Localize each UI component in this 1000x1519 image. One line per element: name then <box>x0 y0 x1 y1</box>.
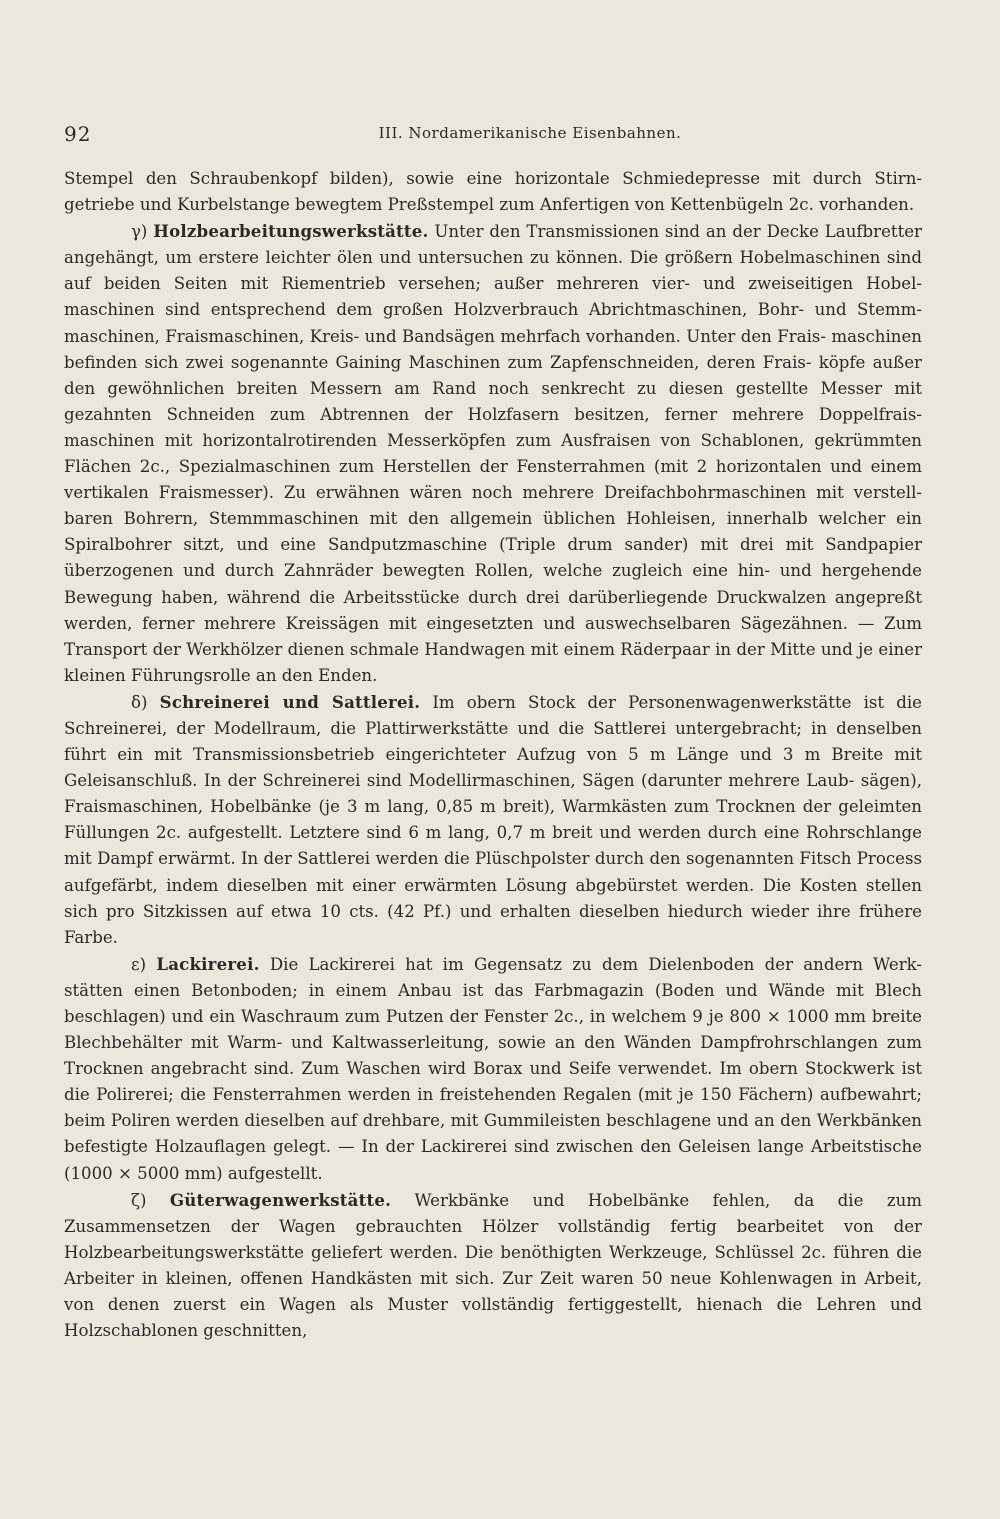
section-marker: γ) <box>131 222 148 242</box>
paragraph-text: Die Lackirerei hat im Gegensatz zu dem Dielenboden der andern Werk- stätten einen Betonboden; in einem Anbau ist das Farbmagazin (Boden und Wände mit Blech beschlagen) und ein Waschraum zum Putzen der Fenster 2c., in welchem 9 je 800 × 1000 mm breite Blechbehälter mit Warm- und Kaltwasserleitung, sowie an den Wänden Dampfrohrschlangen zum Trocknen angebracht sind. Zum Waschen wird Borax und Seife verwendet. Im obern Stockwerk ist die Polirerei; die Fensterrahmen werden in freistehenden Regalen (mit je 150 Fächern) aufbewahrt; beim Poliren werden dieselben auf drehbare, mit Gummileisten beschlagene und an den Werkbänken befestigte Holzauflagen gelegt. — In der Lackirerei sind zwischen den Geleisen lange Arbeitstische (1000 × 5000 mm) aufgestellt. <box>64 954 922 1183</box>
paragraph-text: Stempel den Schraubenkopf bilden), sowie eine horizontale Schmiedepresse mit durch Stirn- getriebe und Kurbelstange bewegtem Preßstempel zum Anfertigen von Kettenbügeln 2c. vorhanden. <box>64 169 922 215</box>
paragraph-text: Im obern Stock der Personenwagenwerkstätte ist die Schreinerei, der Modellraum, die Plattirwerkstätte und die Sattlerei untergebracht; in denselben führt ein mit Transmissionsbetrieb eingerichteter Aufzug von 5 m Länge und 3 m Breite mit Geleisanschluß. In der Schreinerei sind Modellirmaschinen, Sägen (darunter mehrere Laub- sägen), Fraismaschinen, Hobelbänke (je 3 m lang, 0,85 m breit), Warmkästen zum Trocknen der geleimten Füllungen 2c. aufgestellt. Letztere sind 6 m lang, 0,7 m breit und werden durch eine Rohrschlange mit Dampf erwärmt. In der Sattlerei werden die Plüschpolster durch den sogenannten Fitsch Process aufgefärbt, indem dieselben mit einer erwärmten Lösung abgebürstet werden. Die Kosten stellen sich pro Sitzkissen auf etwa 10 cts. (42 Pf.) und erhalten dieselben hiedurch wieder ihre frühere Farbe. <box>64 692 922 947</box>
paragraph-text: Werkbänke und Hobelbänke fehlen, da die zum Zusammensetzen der Wagen gebrauchten Hölzer vollständig fertig bearbeitet von der Holzbearbeitungswerkstätte geliefert werden. Die benöthigten Werkzeuge, Schlüssel 2c. führen die Arbeiter in kleinen, offenen Handkästen mit sich. Zur Zeit waren 50 neue Kohlenwagen in Arbeit, von denen zuerst ein Wagen als Muster vollständig fertiggestellt, hienach die Lehren und Holzschablonen geschnitten, <box>64 1190 923 1341</box>
page-number: 92 <box>64 122 92 146</box>
running-head: III. Nordamerikanische Eisenbahnen. <box>378 124 682 142</box>
section-heading: Holzbearbeitungswerkstätte. <box>153 221 429 242</box>
page-header <box>64 122 936 152</box>
body-text <box>64 166 922 1344</box>
section-zeta <box>64 1187 922 1345</box>
section-epsilon <box>64 951 922 1187</box>
section-heading: Lackirerei. <box>156 953 260 974</box>
section-heading: Schreinerei und Sattlerei. <box>159 691 421 712</box>
section-heading: Güterwagenwerkstätte. <box>169 1189 392 1210</box>
paragraph-text: Unter den Transmissionen sind an der Decke Laufbretter angehängt, um erstere leichter ölen und untersuchen zu können. Die größern Hobelmaschinen sind auf beiden Seiten mit Riementrieb versehen; außer mehreren vier- und zweiseitigen Hobel- maschinen sind entsprechend dem großen Holzverbrauch Abrichtmaschinen, Bohr- und Stemm- maschinen, Fraismaschinen, Kreis- und Bandsägen mehrfach vorhanden. Unter den Frais- maschinen befinden sich zwei sogenannte Gaining Maschinen zum Zapfenschneiden, deren Frais- köpfe außer den gewöhnlichen breiten Messern am Rand noch senkrecht zu diesen gestellte Messer mit gezahnten Schneiden zum Abtrennen der Holzfasern besitzen, ferner mehrere Doppelfrais- maschinen mit horizontalrotirenden Messerköpfen zum Ausfraisen von Schablonen, gekrümmten Flächen 2c., Spezialmaschinen zum Herstellen der Fensterrahmen (mit 2 horizontalen und einem vertikalen Fraismesser). Zu erwähnen wären noch mehrere Dreifachbohrmaschinen mit verstell- baren Bohrern, Stemmmaschinen mit den allgemein üblichen Hohleisen, innerhalb welcher ein Spiralbohrer sitzt, und eine Sandputzmaschine (Triple drum sander) mit drei mit Sandpapier überzogenen und durch Zahnräder bewegten Rollen, welche zugleich eine hin- und hergehende Bewegung haben, während die Arbeitsstücke durch drei darüberliegende Druckwalzen angepreßt werden, ferner mehrere Kreissägen mit eingesetzten und auswechselbaren Sägezähnen. — Zum Transport der Werkhölzer dienen schmale Handwagen mit einem Räderpaar in der Mitte und je einer kleinen Führungsrolle an den Enden. <box>64 222 922 685</box>
paragraph-continuation <box>64 166 922 218</box>
section-marker: ζ) <box>131 1190 147 1210</box>
section-marker: δ) <box>131 692 148 712</box>
section-marker: ε) <box>131 954 147 974</box>
section-delta <box>64 689 922 951</box>
section-gamma <box>64 218 922 689</box>
